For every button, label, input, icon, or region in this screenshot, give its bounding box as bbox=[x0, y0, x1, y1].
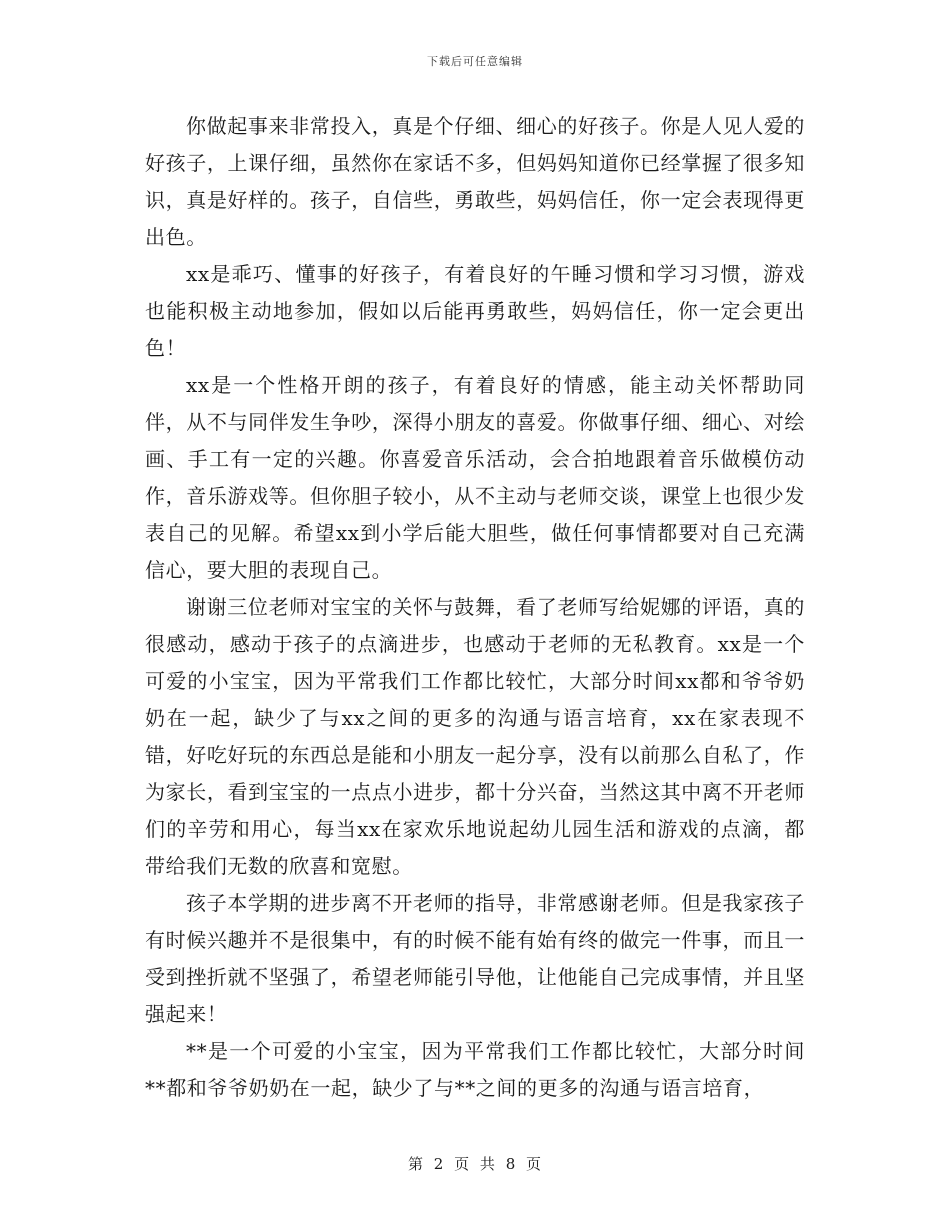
paragraph: **是一个可爱的小宝宝，因为平常我们工作都比较忙，大部分时间**都和爷爷奶奶在一起，缺少了与**之间的更多的沟通与语言培育， bbox=[145, 1039, 805, 1100]
paragraph: xx是乖巧、懂事的好孩子，有着良好的午睡习惯和学习习惯，游戏也能积极主动地参加，假如以后能再勇敢些，妈妈信任，你一定会更出色！ bbox=[145, 262, 805, 360]
paragraph: 你做起事来非常投入，真是个仔细、细心的好孩子。你是人见人爱的好孩子，上课仔细，虽然你在家话不多，但妈妈知道你已经掌握了很多知识，真是好样的。孩子，自信些，勇敢些，妈妈信任，你一定会表现得更出色。 bbox=[145, 114, 805, 249]
page-header: 下载后可任意编辑 bbox=[427, 55, 523, 68]
page-footer bbox=[0, 1153, 950, 1174]
current-page-number: 2 bbox=[433, 1155, 445, 1173]
paragraph: 谢谢三位老师对宝宝的关怀与鼓舞，看了老师写给妮娜的评语，真的很感动，感动于孩子的点滴进步，也感动于老师的无私教育。xx是一个可爱的小宝宝，因为平常我们工作都比较忙，大部分时间xx都和爷爷奶奶在一起，缺少了与xx之间的更多的沟通与语言培育，xx在家表现不错，好吃好玩的东西总是能和小朋友一起分享，没有以前那么自私了，作为家长，看到宝宝的一点点小进步，都十分兴奋，当然这其中离不开老师们的辛劳和用心，每当xx在家欢乐地说起幼儿园生活和游戏的点滴，都带给我们无数的欣喜和宽慰。 bbox=[145, 595, 805, 878]
footer-page-label: 页 bbox=[454, 1155, 471, 1173]
footer-suffix: 页 bbox=[526, 1155, 543, 1173]
paragraph: xx是一个性格开朗的孩子，有着良好的情感，能主动关怀帮助同伴，从不与同伴发生争吵，深得小朋友的喜爱。你做事仔细、细心、对绘画、手工有一定的兴趣。你喜爱音乐活动，会合拍地跟着音乐做模仿动作，音乐游戏等。但你胆子较小，从不主动与老师交谈，课堂上也很少发表自己的见解。希望xx到小学后能大胆些，做任何事情都要对自己充满信心，要大胆的表现自己。 bbox=[145, 373, 805, 582]
paragraph: 孩子本学期的进步离不开老师的指导，非常感谢老师。但是我家孩子有时候兴趣并不是很集中，有的时候不能有始有终的做完一件事，而且一受到挫折就不坚强了，希望老师能引导他，让他能自己完成事情，并且坚强起来！ bbox=[145, 891, 805, 1026]
document-body bbox=[145, 108, 805, 1107]
footer-total-label: 共 bbox=[479, 1155, 496, 1173]
total-page-count: 8 bbox=[505, 1155, 517, 1173]
footer-prefix: 第 bbox=[407, 1155, 424, 1173]
